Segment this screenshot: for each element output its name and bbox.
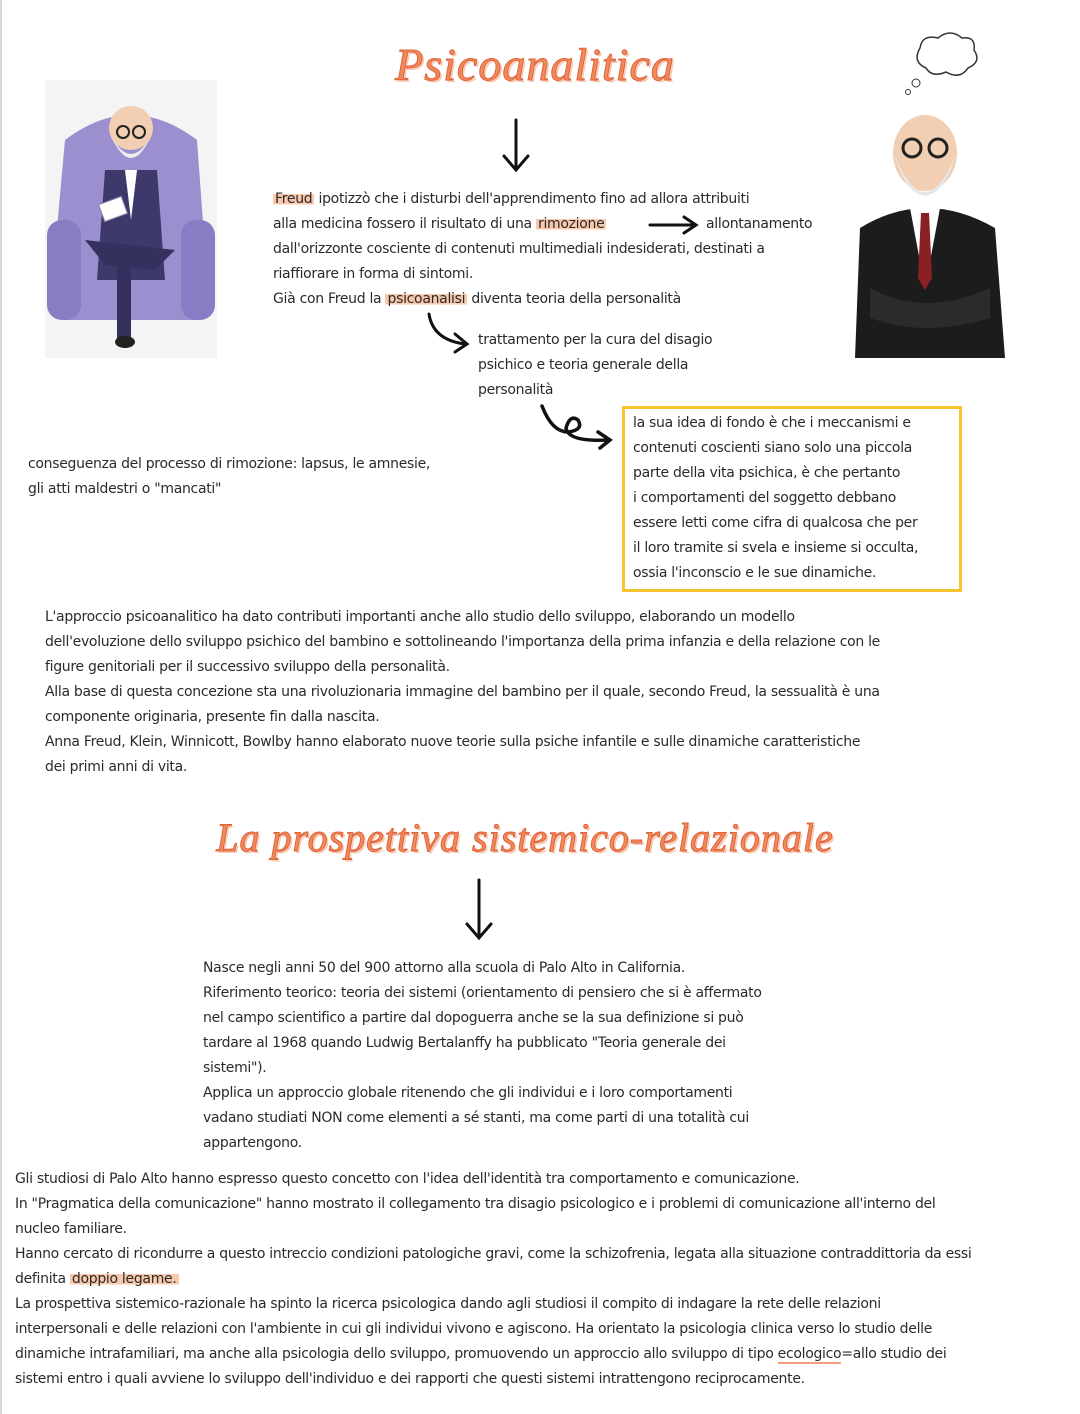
underline-ecologico: ecologico: [777, 1346, 842, 1362]
highlight-doppio-legame: doppio legame.: [71, 1271, 177, 1287]
arrow-down-icon: [500, 118, 532, 174]
block-line-2: Riferimento teorico: teoria dei sistemi (orientamento di pensiero che si è affermato: [203, 985, 762, 1001]
paragraph-line-7: dei primi anni di vita.: [45, 759, 188, 775]
highlight-freud: Freud: [275, 191, 313, 207]
side-note-line-1: conseguenza del processo di rimozione: lapsus, le amnesie,: [28, 456, 431, 472]
block-line-8: appartengono.: [203, 1135, 302, 1151]
bottom-line-1: Gli studiosi di Palo Alto hanno espresso questo concetto con l'idea dell'identità tra comportamento e comunicazione.: [15, 1171, 800, 1187]
block-line-5: sistemi").: [203, 1060, 267, 1076]
text: =allo studio dei: [841, 1346, 947, 1362]
highlight-rimozione: rimozione: [537, 216, 605, 232]
paragraph-line-4: Alla base di questa concezione sta una rivoluzionaria immagine del bambino per il quale, secondo Freud, la sessualità è una: [45, 684, 880, 700]
branch-line-2: psichico e teoria generale della: [478, 357, 689, 373]
box-line-5: essere letti come cifra di qualcosa che per: [633, 515, 918, 531]
freud-armchair-illustration: [45, 80, 217, 358]
intro-line-2-definition: allontanamento: [706, 216, 813, 232]
curved-arrow-icon: [425, 312, 471, 356]
thinking-freud-illustration: [850, 28, 1010, 364]
side-note-line-2: gli atti maldestri o "mancati": [28, 481, 222, 497]
block-line-4: tardare al 1968 quando Ludwig Bertalanffy ha pubblicato "Teoria generale dei: [203, 1035, 726, 1051]
section-title-sistemico-relazionale: La prospettiva sistemico-relazionale: [216, 815, 834, 860]
block-line-7: vadano studiati NON come elementi a sé stanti, ma come parti di una totalità cui: [203, 1110, 749, 1126]
intro-line-2: [273, 214, 606, 234]
bottom-line-2: In "Pragmatica della comunicazione" hanno mostrato il collegamento tra disagio psicologico e i problemi di comunicazione all'interno del: [15, 1196, 936, 1212]
intro-line-3: dall'orizzonte cosciente di contenuti multimediali indesiderati, destinati a: [273, 241, 765, 257]
bottom-line-3: nucleo familiare.: [15, 1221, 127, 1237]
section-title-psicoanalitica: Psicoanalitica: [395, 39, 675, 90]
box-line-4: i comportamenti del soggetto debbano: [633, 490, 897, 506]
text: alla medicina fossero il risultato di una: [273, 216, 532, 232]
bottom-line-5: [15, 1269, 179, 1289]
box-line-2: contenuti coscienti siano solo una piccola: [633, 440, 913, 456]
text: dinamiche intrafamiliari, ma anche alla psicologia dello sviluppo, promuovendo un approccio allo sviluppo di tipo: [15, 1346, 778, 1362]
bottom-line-9: sistemi entro i quali avviene lo sviluppo dell'individuo e dei rapporti che questi sistemi intrattengono reciprocamente.: [15, 1371, 805, 1387]
box-line-6: il loro tramite si svela e insieme si occulta,: [633, 540, 919, 556]
paragraph-line-2: dell'evoluzione dello sviluppo psichico del bambino e sottolineando l'importanza della prima infanzia e della relazione con le: [45, 634, 880, 650]
page-edge: [0, 0, 2, 1414]
text: definita: [15, 1271, 70, 1287]
paragraph-line-3: figure genitoriali per il successivo sviluppo della personalità.: [45, 659, 450, 675]
block-line-3: nel campo scientifico a partire dal dopoguerra anche se la sua definizione si può: [203, 1010, 744, 1026]
highlight-psicoanalisi: psicoanalisi: [387, 291, 466, 307]
bottom-line-7: interpersonali e delle relazioni con l'ambiente in cui gli individui vivono e agiscono. Ha orientato la psicologia clinica verso lo studio delle: [15, 1321, 933, 1337]
bottom-line-8: [15, 1344, 946, 1364]
block-line-1: Nasce negli anni 50 del 900 attorno alla scuola di Palo Alto in California.: [203, 960, 686, 976]
text: Già con Freud la: [273, 291, 382, 307]
intro-line-1: [273, 189, 749, 209]
text: diventa teoria della personalità: [467, 291, 681, 307]
bottom-line-6: La prospettiva sistemico-razionale ha spinto la ricerca psicologica dando agli studiosi il compito di indagare la rete delle relazioni: [15, 1296, 881, 1312]
arrow-down-icon: [463, 878, 495, 942]
arrow-right-icon: [648, 214, 700, 236]
box-line-7: ossia l'inconscio e le sue dinamiche.: [633, 565, 877, 581]
loop-arrow-icon: [538, 402, 618, 452]
paragraph-line-6: Anna Freud, Klein, Winnicott, Bowlby hanno elaborato nuove teorie sulla psiche infantile e sulle dinamiche caratteristiche: [45, 734, 861, 750]
intro-line-4: riaffiorare in forma di sintomi.: [273, 266, 473, 282]
paragraph-line-5: componente originaria, presente fin dalla nascita.: [45, 709, 380, 725]
box-line-3: parte della vita psichica, è che pertanto: [633, 465, 901, 481]
block-line-6: Applica un approccio globale ritenendo che gli individui e i loro comportamenti: [203, 1085, 733, 1101]
box-line-1: la sua idea di fondo è che i meccanismi e: [633, 415, 911, 431]
bottom-line-4: Hanno cercato di ricondurre a questo intreccio condizioni patologiche gravi, come la schizofrenia, legata alla situazione contraddittoria da essi: [15, 1246, 972, 1262]
intro-line-5: [273, 289, 681, 309]
paragraph-line-1: L'approccio psicoanalitico ha dato contributi importanti anche allo studio dello sviluppo, elaborando un modello: [45, 609, 795, 625]
text: ipotizzò che i disturbi dell'apprendimento fino ad allora attribuiti: [314, 191, 750, 207]
branch-line-1: trattamento per la cura del disagio: [478, 332, 713, 348]
branch-line-3: personalità: [478, 382, 554, 398]
